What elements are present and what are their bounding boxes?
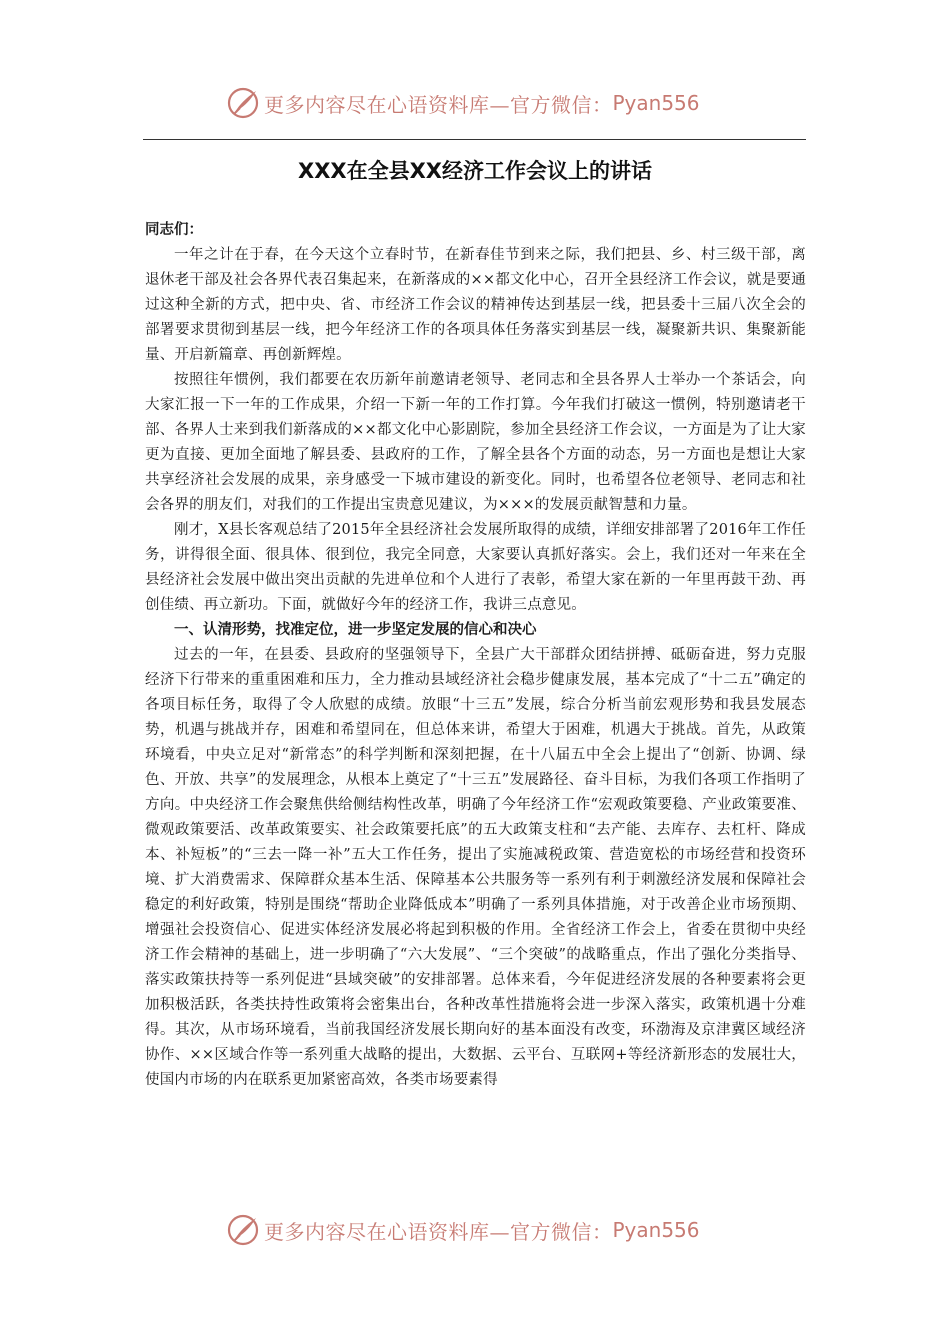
salutation: 同志们： [145,222,203,238]
quill-logo-icon [226,1213,260,1247]
section-heading: 一、认清形势，找准定位，进一步坚定发展的信心和决心 [174,622,537,638]
document-body [145,218,806,1093]
watermark-banner-bottom [0,1210,950,1250]
document-title: XXX在全县XX经济工作会议上的讲话 [298,159,652,183]
paragraph-2: 按照往年惯例，我们都要在农历新年前邀请老领导、老同志和全县各界人士举办一个茶话会，向大家汇报一下一年的工作成果，介绍一下新一年的工作打算。今年我们打破这一惯例，特别邀请老干部、各界人士来到我们新落成的××都文化中心影剧院，参加全县经济工作会议，一方面是为了让大家更为直接、更加全面地了解县委、县政府的工作，了解全县各个方面的动态，另一方面也是想让大家共享经济社会发展的成果，亲身感受一下城市建设的新变化。同时，也希望各位老领导、老同志和社会各界的朋友们，对我们的工作提出宝贵意见建议，为×××的发展贡献智慧和力量。 [145,372,806,513]
watermark-text: 更多内容尽在心语资料库—官方微信： [264,1219,613,1244]
section-paragraph: 过去的一年，在县委、县政府的坚强领导下，全县广大干部群众团结拼搏、砥砺奋进，努力克服经济下行带来的重重困难和压力，全力推动县域经济社会稳步健康发展，基本完成了“十二五”确定的各项目标任务，取得了令人欣慰的成绩。放眼“十三五”发展，综合分析当前宏观形势和我县发展态势，机遇与挑战并存，困难和希望同在，但总体来讲，希望大于困难，机遇大于挑战。首先，从政策环境看，中央立足对“新常态”的科学判断和深刻把握，在十八届五中全会上提出了“创新、协调、绿色、开放、共享”的发展理念，从根本上奠定了“十三五”发展路径、奋斗目标，为我们各项工作指明了方向。中央经济工作会聚焦供给侧结构性改革，明确了今年经济工作“宏观政策要稳、产业政策要准、微观政策要活、改革政策要实、社会政策要托底”的五大政策支柱和“去产能、去库存、去杠杆、降成本、补短板”的“三去一降一补”五大工作任务，提出了实施减税政策、营造宽松的市场经营和投资环境、扩大消费需求、保障群众基本生活、保障基本公共服务等一系列有利于刺激经济发展和保障社会稳定的利好政策，特别是围绕“帮助企业降低成本”明确了一系列具体措施，对于改善企业市场预期、增强社会投资信心、促进实体经济发展必将起到积极的作用。全省经济工作会上，省委在贯彻中央经济工作会精神的基础上，进一步明确了“六大发展”、“三个突破”的战略重点，作出了强化分类指导、落实政策扶持等一系列促进“县域突破”的安排部署。总体来看，今年促进经济发展的各种要素将会更加积极活跃，各类扶持性政策将会密集出台，各种改革性措施将会进一步深入落实，政策机遇十分难得。其次，从市场环境看，当前我国经济发展长期向好的基本面没有改变，环渤海及京津冀区域经济协作、××区域合作等一系列重大战略的提出，大数据、云平台、互联网+等经济新形态的发展壮大，使国内市场的内在联系更加紧密高效，各类市场要素得 [145,647,806,1088]
quill-logo-icon [226,86,260,120]
watermark-text: 更多内容尽在心语资料库—官方微信： [264,92,613,117]
paragraph-1: 一年之计在于春，在今天这个立春时节，在新春佳节到来之际，我们把县、乡、村三级干部，离退休老干部及社会各界代表召集起来，在新落成的××都文化中心，召开全县经济工作会议，就是要通过这种全新的方式，把中央、省、市经济工作会议的精神传达到基层一线，把县委十三届八次全会的部署要求贯彻到基层一线，把今年经济工作的各项具体任务落实到基层一线，凝聚新共识、集聚新能量、开启新篇章、再创新辉煌。 [145,247,806,363]
header-rule [143,139,806,140]
watermark-wechat-id: Pyan556 [612,91,700,115]
watermark-banner-top [0,83,950,123]
paragraph-3: 刚才，X县长客观总结了2015年全县经济社会发展所取得的成绩，详细安排部署了2016年工作任务，讲得很全面、很具体、很到位，我完全同意，大家要认真抓好落实。会上，我们还对一年来在全县经济社会发展中做出突出贡献的先进单位和个人进行了表彰，希望大家在新的一年里再鼓干劲、再创佳绩、再立新功。下面，就做好今年的经济工作，我讲三点意见。 [145,522,806,613]
watermark-wechat-id: Pyan556 [612,1218,700,1242]
